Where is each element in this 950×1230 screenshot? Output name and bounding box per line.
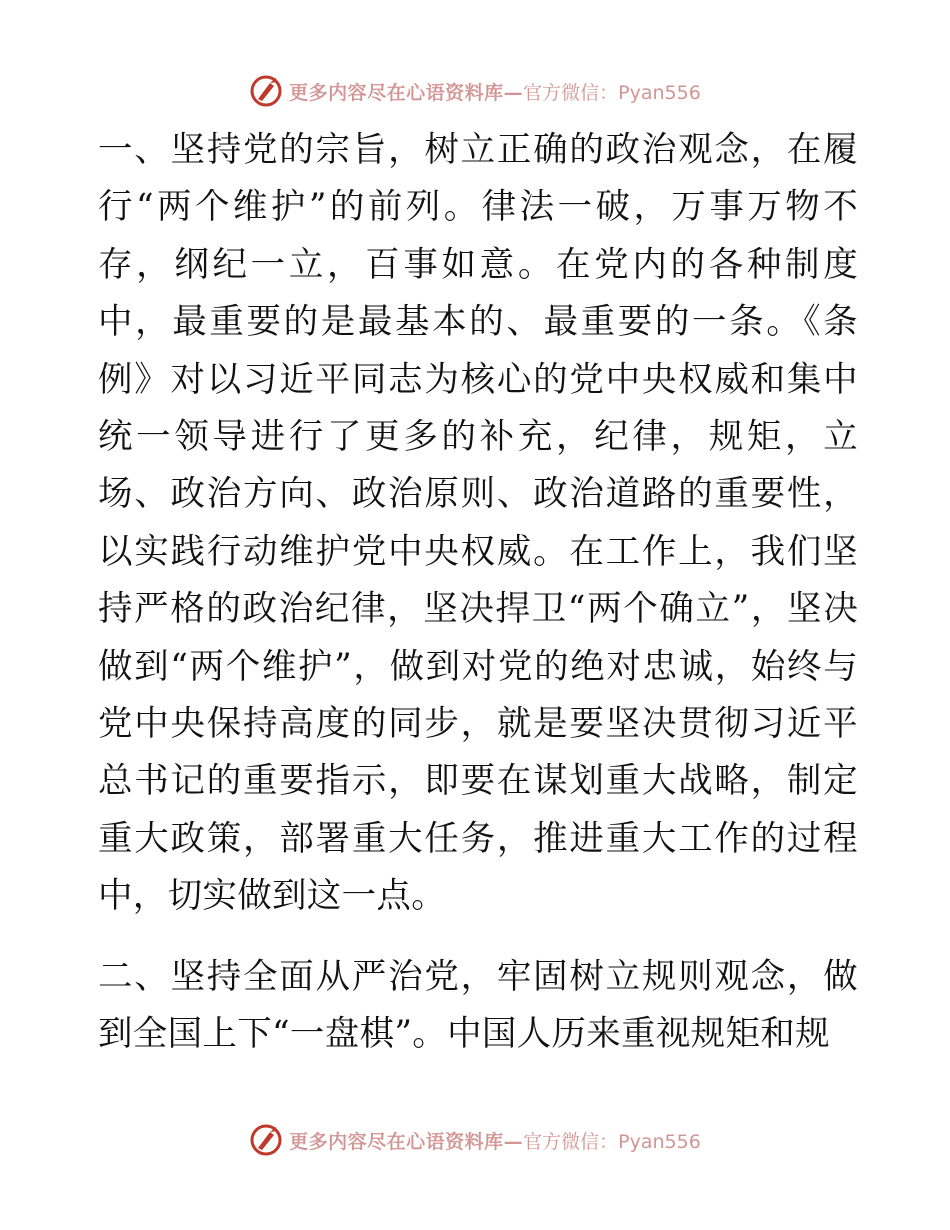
paragraph-1: 一、坚持党的宗旨，树立正确的政治观念，在履行“两个维护”的前列。律法一破，万事万物不存，纲纪一立，百事如意。在党内的各种制度中，最重要的是最基本的、最重要的一条。《条例》对以习近平同志为核心的党中央权威和集中统一领导进行了更多的补充，纪律，规矩，立场、政治方向、政治原则、政治道路的重要性，以实践行动维护党中央权威。在工作上，我们坚持严格的政治纪律，坚决捍卫“两个确立”，坚决做到“两个维护”，做到对党的绝对忠诚，始终与党中央保持高度的同步，就是要坚决贯彻习近平总书记的重要指示，即要在谋划重大战略，制定重大政策，部署重大任务，推进重大工作的过程中，切实做到这一点。 (98, 130, 858, 917)
header-banner-text: 更多内容尽在心语资料库— (289, 81, 524, 104)
header-wechat-text: 官方微信：Pyan556 (523, 81, 701, 104)
paragraph-2: 二、坚持全面从严治党，牢固树立规则观念，做到全国上下“一盘棋”。中国人历来重视规矩和规 (98, 956, 858, 1055)
quill-pen-logo-icon (249, 74, 283, 108)
header-watermark-banner (0, 71, 950, 111)
footer-wechat-text: 官方微信：Pyan556 (523, 1130, 701, 1153)
document-body (98, 122, 858, 1064)
footer-banner-text: 更多内容尽在心语资料库— (289, 1130, 524, 1153)
footer-watermark-banner (0, 1120, 950, 1160)
quill-pen-logo-icon (249, 1123, 283, 1157)
